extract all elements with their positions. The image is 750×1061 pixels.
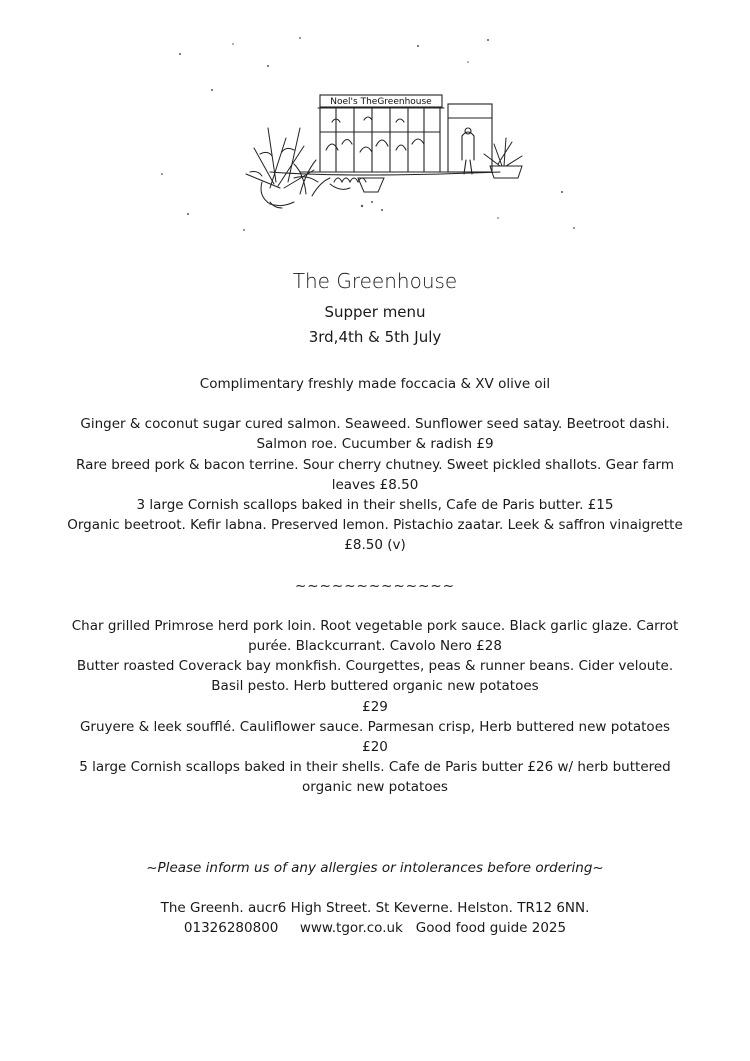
starters-section (60, 414, 690, 555)
spacer (60, 556, 690, 576)
greenhouse-sketch (150, 32, 600, 242)
phone-number: 01326280800 (183, 920, 279, 937)
spacer (60, 798, 690, 818)
section-divider: ~~~~~~~~~~~~~ (294, 577, 456, 594)
spacer (60, 838, 690, 858)
sketch-building (270, 95, 500, 175)
main-item: Char grilled Primrose herd pork loin. Root vegetable pork sauce. Black garlic glaze. Carrot purée. Blackcurrant. Cavolo Nero £28 (71, 617, 679, 655)
menu-dates: 3rd,4th & 5th July (308, 328, 442, 346)
main-item: Gruyere & leek soufflé. Cauliflower sauce. Parmesan crisp, Herb buttered new potatoes (79, 718, 671, 735)
main-item-price: £29 (362, 698, 388, 715)
complimentary-bread: Complimentary freshly made foccacia & XV olive oil (199, 376, 551, 392)
mains-section (60, 616, 690, 798)
restaurant-title: The Greenhouse (292, 269, 458, 293)
spacer (60, 394, 690, 414)
main-item: 5 large Cornish scallops baked in their shells. Cafe de Paris butter £26 w/ herb buttered organic new potatoes (79, 759, 671, 796)
main-item: Butter roasted Coverack bay monkfish. Courgettes, peas & runner beans. Cider veloute. Basil pesto. Herb buttered organic new potatoes (76, 658, 674, 695)
starter-item: Organic beetroot. Kefir labna. Preserved lemon. Pistachio zaatar. Leek & saffron vinaigrette £8.50 (v) (67, 517, 683, 554)
website-link[interactable]: www.tgor.co.uk (299, 920, 403, 937)
spacer (60, 878, 690, 898)
spacer (60, 596, 690, 616)
sign-text: Noel's TheGreenhouse (330, 97, 432, 107)
sketch-plants (246, 128, 522, 208)
allergy-note: ~Please inform us of any allergies or intolerances before ordering~ (146, 859, 604, 876)
menu-subtitle: Supper menu (324, 303, 426, 321)
spacer (60, 818, 690, 838)
starter-item: 3 large Cornish scallops baked in their shells, Cafe de Paris butter. £15 (136, 497, 614, 514)
address: The Greenh. aucr6 High Street. St Keverne. Helston. TR12 6NN. (160, 899, 590, 916)
sketch-specks (161, 37, 575, 231)
menu-header (0, 266, 750, 350)
starter-item: Ginger & coconut sugar cured salmon. Seaweed. Sunflower seed satay. Beetroot dashi. Salmon roe. Cucumber & radish £9 (80, 416, 670, 453)
menu-content (60, 374, 690, 938)
greenhouse-illustration (150, 32, 600, 242)
contact-line (60, 918, 690, 938)
starter-item: Rare breed pork & bacon terrine. Sour cherry chutney. Sweet pickled shallots. Gear farm leaves £8.50 (75, 456, 674, 493)
main-item-price: £20 (362, 739, 388, 756)
good-food-guide: Good food guide 2025 (415, 920, 567, 937)
